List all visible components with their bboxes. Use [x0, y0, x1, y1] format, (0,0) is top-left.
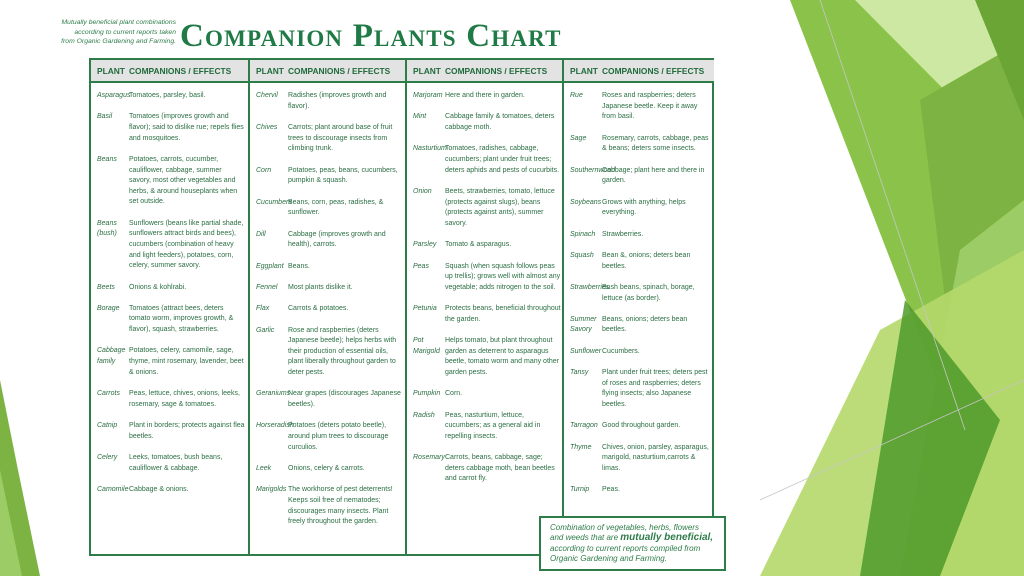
- table-row: [91, 283, 248, 294]
- subtitle-line-2: according to current reports taken: [74, 28, 176, 36]
- companions-effects: Potatoes, peas, beans, cucumbers, pumpkin & squash.: [288, 166, 398, 185]
- companions-effects: Peas, lettuce, chives, onions, leeks, rosemary, sage & tomatoes.: [129, 390, 240, 408]
- plant-name: Borage: [97, 304, 120, 312]
- plant-name: Marigolds: [256, 486, 287, 494]
- companions-effects: Tomatoes, radishes, cabbage, cucumbers; plant under fruit trees; deters aphids and pests of cucurbits.: [445, 145, 560, 174]
- plant-name: Rosemary: [413, 454, 445, 462]
- plant-name: Horseradish: [256, 422, 294, 430]
- table-row: [407, 144, 564, 176]
- header-plant: PLANT: [413, 65, 441, 76]
- plant-name: Camomile: [97, 486, 129, 493]
- companions-effects: Leeks, tomatoes, bush beans, cauliflower & cabbage.: [129, 454, 223, 472]
- column-header: [564, 60, 714, 83]
- companions-effects: Corn.: [445, 390, 463, 398]
- callout-line-2: and weeds that are: [550, 533, 621, 543]
- table-row: [91, 219, 248, 272]
- column-header: [407, 60, 564, 83]
- companions-effects: Beans, corn, peas, radishes, & sunflower.: [288, 198, 384, 217]
- table-row: [564, 251, 714, 272]
- companions-effects: Here and there in garden.: [445, 92, 525, 99]
- companions-effects: Peas.: [602, 486, 620, 494]
- subtitle-line-3: from Organic Gardening and Farming.: [61, 38, 176, 45]
- header-effects: COMPANIONS / EFFECTS: [602, 65, 705, 76]
- companions-effects: Carrots, beans, cabbage, sage; deters cabbage moth, bean beetles and carrot fly.: [445, 454, 555, 483]
- companions-effects: Peas, nasturtium, lettuce, cucumbers; as a general aid in repelling insects.: [445, 411, 541, 440]
- table-row: [407, 187, 564, 229]
- plant-name: Beans: [97, 155, 117, 163]
- table-row: [564, 134, 714, 155]
- companions-effects: Rosemary, carrots, cabbage, peas & beans; deters some insects.: [602, 134, 709, 153]
- companions-effects: Onions & kohlrabi.: [129, 283, 187, 291]
- table-row: [250, 421, 407, 453]
- plant-name: Petunia: [413, 305, 437, 313]
- table-row: [250, 389, 407, 410]
- plant-name: Radish: [413, 411, 435, 419]
- table-column: [91, 60, 248, 554]
- table-row: [250, 326, 407, 379]
- table-row: [91, 91, 248, 102]
- table-row: [407, 389, 564, 400]
- plant-name: Strawberries: [570, 283, 610, 291]
- plant-name: Basil: [97, 113, 113, 121]
- table-row: [407, 112, 564, 133]
- companions-effects: Near grapes (discourages Japanese beetles).: [288, 390, 401, 409]
- companions-effects: Onions, celery & carrots.: [288, 465, 365, 473]
- table-row: [564, 198, 714, 219]
- table-row: [407, 304, 564, 325]
- header-plant: PLANT: [97, 65, 125, 76]
- companions-effects: Plant under fruit trees; deters pest of roses and raspberries; deters flying insects; also Japanese beetles.: [602, 369, 708, 409]
- table-row: [250, 485, 407, 527]
- plant-name: Tarragon: [570, 422, 598, 430]
- companion-plants-table: [89, 58, 714, 556]
- plant-name: Dill: [256, 230, 266, 238]
- plant-name: Peas: [413, 262, 429, 270]
- companions-effects: Potatoes, carrots, cucumber, cauliflower, cabbage, summer savory, most other vegetables and herbs, & around houseplants when set outside.: [129, 155, 238, 206]
- plant-name: Beans (bush): [97, 219, 117, 238]
- plant-name: Pot Marigold: [413, 337, 440, 355]
- chart-subtitle: [40, 18, 176, 47]
- companions-effects: Bean &, onions; deters bean beetles.: [602, 251, 691, 270]
- companions-effects: Plant in borders; protects against flea beetles.: [129, 422, 245, 440]
- table-row: [564, 230, 714, 241]
- plant-name: Tansy: [570, 369, 589, 377]
- column-header: [91, 60, 248, 83]
- companions-effects: Tomatoes (attract bees, deters tomato worm, improves growth, & flavor), squash, strawberries.: [129, 304, 234, 334]
- plant-name: Summer Savory: [570, 315, 597, 334]
- page-title: Companion Plants Chart: [180, 18, 562, 54]
- table-row: [250, 304, 407, 315]
- companions-effects: Cucumbers.: [602, 347, 640, 355]
- companions-effects: Cabbage family & tomatoes, deters cabbage moth.: [445, 113, 555, 131]
- plant-name: Southernwood: [570, 166, 616, 174]
- table-row: [91, 155, 248, 208]
- companions-effects: Beets, strawberries, tomato, lettuce (protects against slugs), beans (protects against ants), summer savory.: [445, 187, 555, 227]
- table-row: [250, 464, 407, 475]
- header-effects: COMPANIONS / EFFECTS: [129, 65, 232, 76]
- companions-effects: Beans, onions; deters bean beetles.: [602, 315, 688, 334]
- table-row: [407, 453, 564, 485]
- header-effects: COMPANIONS / EFFECTS: [288, 65, 391, 76]
- plant-name: Asparagus: [97, 92, 131, 99]
- table-row: [250, 166, 407, 187]
- plant-name: Fennel: [256, 283, 278, 291]
- companions-effects: Potatoes, celery, camomile, sage, thyme, mint rosemary, lavender, beet & onions.: [129, 347, 244, 376]
- table-row: [407, 411, 564, 443]
- header-plant: PLANT: [256, 65, 284, 76]
- companions-effects: Tomatoes, parsley, basil.: [129, 92, 206, 99]
- companions-effects: Sunflowers (beans like partial shade, sunflowers attract birds and bees), cucumbers (combination of heavy and light feeders), potatoes, corn, celery, summer savory.: [129, 219, 244, 270]
- callout-line-3: according to current reports compiled from: [550, 543, 701, 553]
- callout-emphasis: mutually beneficial,: [620, 532, 714, 544]
- companions-effects: Carrots & potatoes.: [288, 305, 349, 313]
- plant-name: Marjoram: [413, 92, 443, 99]
- plant-name: Pumpkin: [413, 390, 441, 398]
- table-row: [250, 123, 407, 155]
- companions-effects: Chives, onion, parsley, asparagus, marigold, nasturtium,carrots & limas.: [602, 443, 709, 473]
- plant-name: Catnip: [97, 422, 118, 430]
- companions-effects: Tomato & asparagus.: [445, 241, 512, 249]
- plant-name: Leek: [256, 465, 272, 473]
- plant-name: Carrots: [97, 390, 120, 398]
- table-row: [91, 346, 248, 378]
- plant-name: Rue: [570, 92, 583, 99]
- plant-name: Cucumbers: [256, 198, 292, 206]
- table-row: [91, 421, 248, 442]
- table-row: [407, 240, 564, 251]
- table-row: [250, 262, 407, 273]
- plant-name: Soybeans: [570, 198, 602, 206]
- plant-name: Corn: [256, 166, 272, 174]
- table-row: [91, 112, 248, 144]
- plant-name: Chervil: [256, 92, 278, 99]
- table-row: [250, 283, 407, 294]
- companions-effects: Most plants dislike it.: [288, 283, 353, 291]
- table-row: [407, 336, 564, 378]
- plant-name: Nasturtium: [413, 145, 447, 153]
- companions-effects: Tomatoes (improves growth and flavor); said to dislike rue; repels flies and mosquitoes.: [129, 113, 244, 142]
- table-row: [250, 230, 407, 251]
- table-row: [564, 315, 714, 336]
- companions-effects: Beans.: [288, 262, 310, 270]
- plant-name: Eggplant: [256, 262, 284, 270]
- companions-effects: Good throughout garden.: [602, 422, 681, 430]
- plant-name: Spinach: [570, 230, 596, 238]
- subtitle-line-1: Mutually beneficial plant combinations: [61, 19, 176, 26]
- plant-name: Garlic: [256, 326, 275, 334]
- companions-effects: Strawberries.: [602, 230, 644, 238]
- column-header: [250, 60, 407, 83]
- header-effects: COMPANIONS / EFFECTS: [445, 65, 548, 76]
- companions-effects: Radishes (improves growth and flavor).: [288, 92, 387, 110]
- plant-name: Onion: [413, 187, 432, 195]
- table-row: [564, 421, 714, 432]
- companions-effects: Carrots; plant around base of fruit trees to discourage insects from climbing trunk.: [288, 123, 393, 153]
- table-row: [564, 91, 714, 123]
- plant-name: Turnip: [570, 486, 590, 494]
- companions-effects: Roses and raspberries; deters Japanese beetle. Keep it away from basil.: [602, 92, 698, 121]
- companions-effects: Rose and raspberries (deters Japanese beetle); helps herbs with their production of essential oils, plant liberally throughout garden to deter pests.: [288, 326, 397, 377]
- table-row: [564, 368, 714, 410]
- plant-name: Sunflower: [570, 347, 602, 355]
- table-row: [564, 283, 714, 304]
- table-row: [564, 166, 714, 187]
- companions-effects: Squash (when squash follows peas up trellis); grows well with almost any vegetable; adds nitrogen to the soil.: [445, 262, 561, 291]
- plant-name: Parsley: [413, 241, 437, 249]
- callout-box: [539, 516, 726, 571]
- plant-name: Squash: [570, 251, 594, 259]
- companions-effects: Potatoes (deters potato beetle), around plum trees to discourage curculios.: [288, 422, 389, 451]
- companions-effects: Cabbage & onions.: [129, 486, 189, 493]
- plant-name: Thyme: [570, 443, 592, 451]
- plant-name: Sage: [570, 134, 587, 142]
- table-row: [407, 91, 564, 102]
- companions-effects: Helps tomato, but plant throughout garden as deterrent to asparagus beetle, tomato worm and many other garden pests.: [445, 337, 560, 376]
- table-row: [250, 91, 407, 112]
- companions-effects: Cabbage; plant here and there in garden.: [602, 166, 705, 185]
- table-row: [91, 389, 248, 410]
- table-row: [91, 485, 248, 496]
- plant-name: Celery: [97, 454, 118, 462]
- plant-name: Beets: [97, 283, 115, 291]
- table-row: [250, 198, 407, 219]
- callout-line-1: Combination of vegetables, herbs, flowers: [550, 523, 699, 532]
- table-row: [91, 304, 248, 336]
- companions-effects: Protects beans, beneficial throughout the garden.: [445, 305, 561, 323]
- table-row: [564, 485, 714, 496]
- plant-name: Geraniums: [256, 390, 291, 398]
- table-row: [91, 453, 248, 474]
- table-row: [564, 347, 714, 358]
- companions-effects: Cabbage (improves growth and health), carrots.: [288, 230, 386, 249]
- table-row: [407, 262, 564, 294]
- table-column: [562, 60, 714, 554]
- table-column: [248, 60, 407, 554]
- plant-name: Flax: [256, 305, 270, 313]
- header-plant: PLANT: [570, 65, 598, 76]
- callout-line-4: Organic Gardening and Farming.: [550, 553, 667, 563]
- companions-effects: Bush beans, spinach, borage, lettuce (as border).: [602, 283, 695, 302]
- companions-effects: Grows with anything, helps everything.: [602, 198, 686, 217]
- plant-name: Cabbage family: [97, 347, 126, 366]
- table-column: [405, 60, 564, 554]
- plant-name: Mint: [413, 113, 427, 121]
- companions-effects: The workhorse of pest deterrents! Keeps soil free of nematodes; discourages many insects. Plant freely throughout the garden.: [288, 486, 393, 526]
- table-row: [564, 443, 714, 475]
- plant-name: Chives: [256, 123, 278, 131]
